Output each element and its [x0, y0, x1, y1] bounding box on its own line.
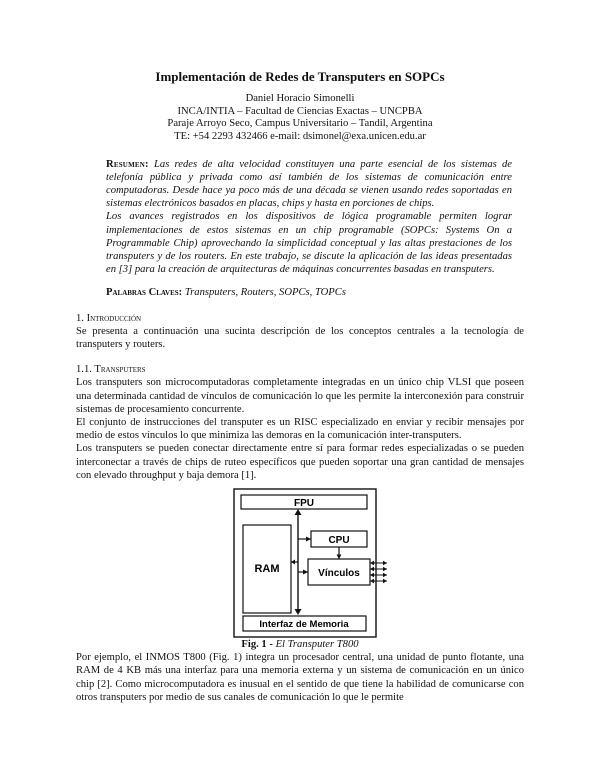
cpu-bus-arrow [306, 537, 311, 542]
section-1-text: Se presenta a continuación una sucinta descripción de los conceptos centrales a la tecnología de transputers y routers. [76, 325, 524, 351]
figure-caption-label: Fig. 1 - [241, 639, 273, 651]
figure-caption-text: El Transputer T800 [275, 639, 359, 651]
keywords-value: Transputers, Routers, SOPCs, TOPCs [184, 287, 346, 299]
section-heading-transputers: 1.1. Transputers [76, 364, 146, 376]
abstract-paragraph-1 [106, 158, 512, 211]
section-heading-introduccion: 1. Introducción [76, 312, 142, 324]
external-link-arrows [370, 561, 387, 583]
ram-label: RAM [254, 563, 280, 576]
bus-arrow-up [295, 509, 302, 515]
keywords [106, 286, 512, 299]
links-label: Vínculos [318, 568, 360, 580]
figure-caption [76, 638, 524, 651]
links-bus-arrow [303, 570, 308, 575]
after-figure-paragraph: Por ejemplo, el INMOS T800 (Fig. 1) integra un procesador central, una unidad de punto flotante, una RAM de 4 KB más una interfaz para una memoria externa y un sistema de comunicación en un único chip [2]. Como microcomputadora es inusual en el sentido de que tiene la habilidad de comunicarse con otros transputers por medio de sus canales de comunicación lo que le permite [76, 652, 524, 703]
abstract [106, 158, 512, 277]
abstract-label: Resumen: [106, 158, 149, 170]
paper-page [76, 70, 524, 704]
contact-info: TE: +54 2293 432466 e-mail: dsimonel@exa.unicen.edu.ar [174, 130, 426, 142]
keywords-label: Palabras Claves: [106, 287, 183, 299]
fpu-label: FPU [294, 498, 314, 510]
author-name: Daniel Horacio Simonelli [245, 93, 355, 105]
bus-arrow-down [295, 609, 302, 615]
figure-transputer-t800 [76, 486, 524, 638]
memory-interface-label: Interfaz de Memoria [259, 619, 349, 631]
transputers-paragraph-2: El conjunto de instrucciones del transputer es un RISC especializado en enviar y recibir mensajes por medio de estos vínculos lo que minimiza las demoras en la comunicación inter-transputers. [76, 417, 524, 442]
abstract-text-1: Las redes de alta velocidad constituyen una parte esencial de los sistemas de telefonía pública y privada como así también de los sistemas de comunicación entre computadoras. Desde hace ya poco más de una década se vienen usando redes soportadas en sistemas electrónicos basados en placas, chips y hasta en porciones de chips. [106, 158, 513, 210]
affiliation: INCA/INTIA – Facultad de Ciencias Exactas – UNCPBA [177, 105, 423, 117]
transputers-paragraph-1: Los transputers son microcomputadoras completamente integradas en un único chip VLSI que poseen una determinada cantidad de vínculos de comunicación lo que les permite la interconexión para construir sistemas de procesamiento concurrente. [76, 377, 524, 415]
cpu-label: CPU [328, 535, 350, 547]
paper-title: Implementación de Redes de Transputers en SOPCs [155, 69, 445, 84]
t800-block-diagram [76, 486, 524, 638]
abstract-paragraph-2: Los avances registrados en los dispositivos de lógica programable permiten lograr implementaciones de estos sistemas en un chip programable (SOPCs: Systems On a Programmable Chip) aprovechando la simplicidad conceptual y las altas prestaciones de los transputers y de los routers. En este trabajo, se discute la aplicación de las ideas presentadas en [3] para la creación de arquitecturas de máquinas concurrentes basadas en transputers. [106, 211, 512, 276]
ram-bus-arrow [291, 560, 295, 565]
address: Paraje Arroyo Seco, Campus Universitario – Tandil, Argentina [167, 118, 433, 130]
transputers-paragraph-3: Los transputers se pueden conectar directamente entre sí para formar redes especializadas o se pueden interconectar a través de chips de ruteo específicos que pueden soportar una gran cantidad de mensajes con elevado throughput y baja demora [1]. [76, 443, 524, 481]
